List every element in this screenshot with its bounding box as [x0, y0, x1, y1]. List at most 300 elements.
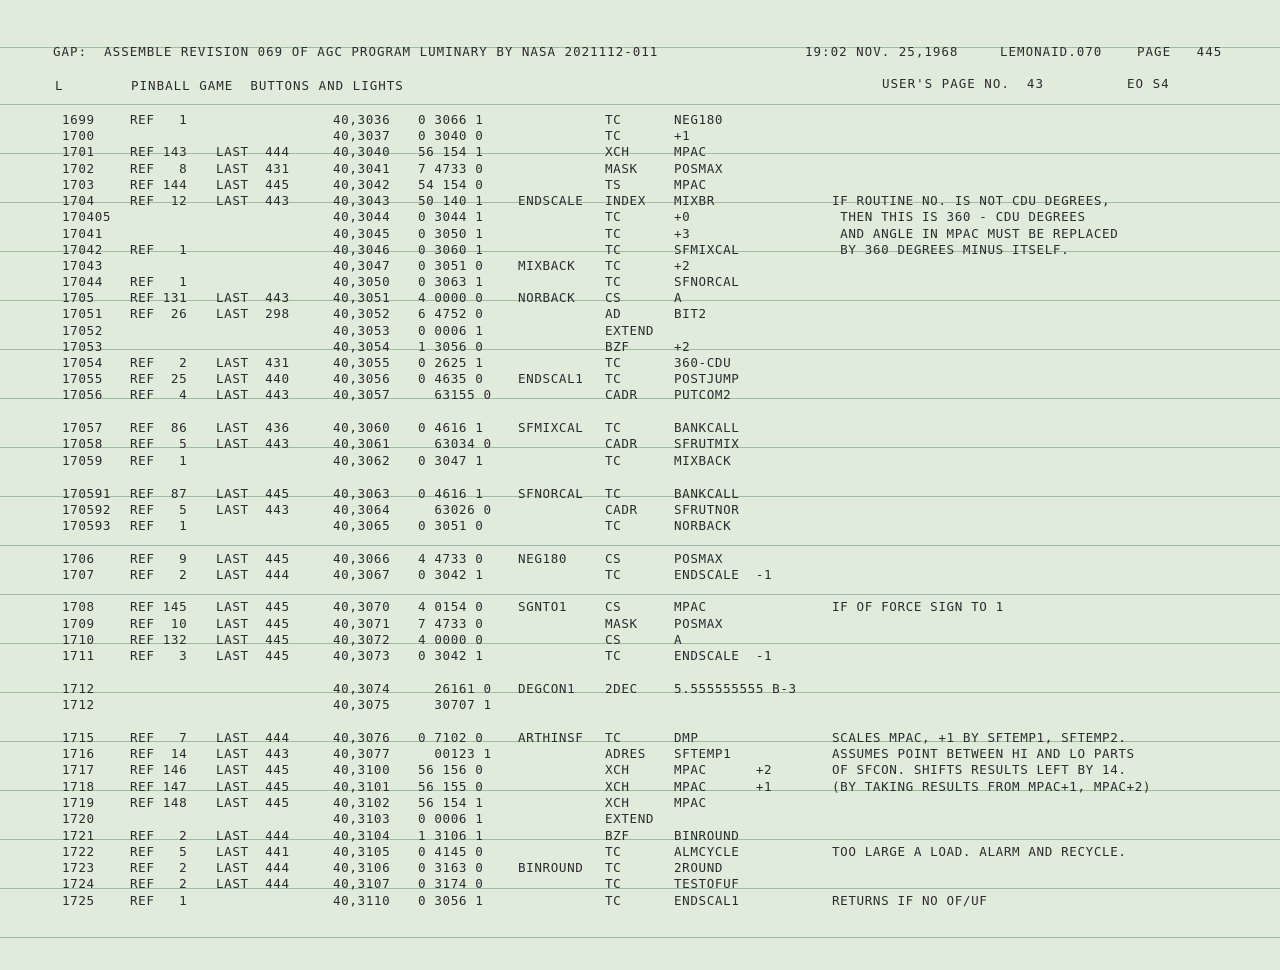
- last-ref-page: LAST 443: [216, 746, 290, 761]
- operand: SFMIXCAL: [674, 242, 740, 257]
- ref-count: REF 25: [130, 371, 188, 386]
- opcode: TC: [605, 860, 622, 875]
- octal-code: 0 3174 0: [418, 876, 484, 891]
- line-number: 1699: [62, 112, 95, 127]
- symbol-label: ENDSCAL1: [518, 371, 584, 386]
- ref-count: REF 2: [130, 567, 188, 582]
- line-number: 17054: [62, 355, 103, 370]
- listing-row: [0, 811, 1280, 827]
- operand: MPAC: [674, 795, 707, 810]
- symbol-label: SGNTO1: [518, 599, 568, 614]
- last-ref-page: LAST 444: [216, 828, 290, 843]
- last-ref-page: LAST 444: [216, 876, 290, 891]
- opcode: TC: [605, 486, 622, 501]
- octal-code: 0 3051 0: [418, 258, 484, 273]
- line-number: 1716: [62, 746, 95, 761]
- octal-code: 54 154 0: [418, 177, 484, 192]
- address: 40,3073: [333, 648, 391, 663]
- listing-row: [0, 567, 1280, 583]
- last-ref-page: LAST 445: [216, 551, 290, 566]
- octal-code: 0 4616 1: [418, 420, 484, 435]
- octal-code: 1 3106 1: [418, 828, 484, 843]
- operand: MIXBR: [674, 193, 715, 208]
- line-number: 1703: [62, 177, 95, 192]
- last-ref-page: LAST 445: [216, 762, 290, 777]
- operand: +0: [674, 209, 691, 224]
- octal-code: 0 3050 1: [418, 226, 484, 241]
- comment: SCALES MPAC, +1 BY SFTEMP1, SFTEMP2.: [832, 730, 1127, 745]
- address: 40,3077: [333, 746, 391, 761]
- ref-count: REF 144: [130, 177, 188, 192]
- opcode: TC: [605, 648, 622, 663]
- opcode: XCH: [605, 779, 630, 794]
- line-number: 170591: [62, 486, 112, 501]
- line-number: 17055: [62, 371, 103, 386]
- address: 40,3110: [333, 893, 391, 908]
- line-number: 1725: [62, 893, 95, 908]
- octal-code: 0 0006 1: [418, 323, 484, 338]
- ref-count: REF 1: [130, 112, 188, 127]
- opcode: TC: [605, 518, 622, 533]
- comment: BY 360 DEGREES MINUS ITSELF.: [832, 242, 1070, 257]
- listing-row: [0, 486, 1280, 502]
- greenbar-rule: [0, 594, 1280, 595]
- address: 40,3060: [333, 420, 391, 435]
- last-ref-page: LAST 445: [216, 648, 290, 663]
- line-number: 1702: [62, 161, 95, 176]
- octal-code: 7 4733 0: [418, 161, 484, 176]
- ref-count: REF 1: [130, 893, 188, 908]
- line-number: 1706: [62, 551, 95, 566]
- opcode: TC: [605, 876, 622, 891]
- comment: (BY TAKING RESULTS FROM MPAC+1, MPAC+2): [832, 779, 1152, 794]
- octal-code: 26161 0: [418, 681, 492, 696]
- octal-code: 0 3042 1: [418, 567, 484, 582]
- operand: ENDSCALE -1: [674, 648, 773, 663]
- comment: AND ANGLE IN MPAC MUST BE REPLACED: [832, 226, 1119, 241]
- ref-count: REF 3: [130, 648, 188, 663]
- last-ref-page: LAST 443: [216, 193, 290, 208]
- opcode: CS: [605, 599, 622, 614]
- opcode: TC: [605, 226, 622, 241]
- symbol-label: BINROUND: [518, 860, 584, 875]
- line-number: 17053: [62, 339, 103, 354]
- opcode: CADR: [605, 436, 638, 451]
- last-ref-page: LAST 298: [216, 306, 290, 321]
- ref-count: REF 5: [130, 844, 188, 859]
- octal-code: 0 3042 1: [418, 648, 484, 663]
- last-ref-page: LAST 443: [216, 502, 290, 517]
- assembly-title: GAP: ASSEMBLE REVISION 069 OF AGC PROGRAM LUMINARY BY NASA 2021112-011: [53, 44, 659, 59]
- last-ref-page: LAST 445: [216, 632, 290, 647]
- address: 40,3045: [333, 226, 391, 241]
- operand: SFTEMP1: [674, 746, 732, 761]
- last-ref-page: LAST 440: [216, 371, 290, 386]
- listing-row: [0, 144, 1280, 160]
- address: 40,3064: [333, 502, 391, 517]
- address: 40,3046: [333, 242, 391, 257]
- comment: IF OF FORCE SIGN TO 1: [832, 599, 1004, 614]
- ref-count: REF 132: [130, 632, 188, 647]
- opcode: TC: [605, 242, 622, 257]
- opcode: MASK: [605, 161, 638, 176]
- last-ref-page: LAST 441: [216, 844, 290, 859]
- address: 40,3054: [333, 339, 391, 354]
- opcode: CS: [605, 290, 622, 305]
- line-number: 1723: [62, 860, 95, 875]
- address: 40,3056: [333, 371, 391, 386]
- opcode: TC: [605, 453, 622, 468]
- operand: ENDSCAL1: [674, 893, 740, 908]
- greenbar-rule: [0, 937, 1280, 938]
- listing-row: [0, 306, 1280, 322]
- octal-code: 0 2625 1: [418, 355, 484, 370]
- address: 40,3037: [333, 128, 391, 143]
- opcode: MASK: [605, 616, 638, 631]
- opcode: TC: [605, 128, 622, 143]
- octal-code: 0 7102 0: [418, 730, 484, 745]
- last-ref-page: LAST 445: [216, 599, 290, 614]
- ref-count: REF 5: [130, 502, 188, 517]
- operand: BANKCALL: [674, 420, 740, 435]
- operand: A: [674, 290, 683, 305]
- address: 40,3050: [333, 274, 391, 289]
- comment: THEN THIS IS 360 - CDU DEGREES: [832, 209, 1086, 224]
- operand: SFNORCAL: [674, 274, 740, 289]
- address: 40,3043: [333, 193, 391, 208]
- section-title: PINBALL GAME BUTTONS AND LIGHTS: [131, 78, 404, 93]
- ref-count: REF 7: [130, 730, 188, 745]
- line-number: 1718: [62, 779, 95, 794]
- listing-row: [0, 193, 1280, 209]
- opcode: TC: [605, 730, 622, 745]
- ref-count: REF 147: [130, 779, 188, 794]
- ref-count: REF 4: [130, 387, 188, 402]
- line-number: 1709: [62, 616, 95, 631]
- address: 40,3042: [333, 177, 391, 192]
- line-number: 17042: [62, 242, 103, 257]
- address: 40,3041: [333, 161, 391, 176]
- address: 40,3101: [333, 779, 391, 794]
- listing-row: [0, 290, 1280, 306]
- line-number: 1707: [62, 567, 95, 582]
- octal-code: 4 0000 0: [418, 632, 484, 647]
- operand: 5.555555555 B-3: [674, 681, 797, 696]
- line-number: 1712: [62, 697, 95, 712]
- greenbar-rule: [0, 545, 1280, 546]
- listing-row: [0, 161, 1280, 177]
- address: 40,3065: [333, 518, 391, 533]
- address: 40,3036: [333, 112, 391, 127]
- address: 40,3040: [333, 144, 391, 159]
- log-letter: L: [55, 78, 64, 93]
- octal-code: 0 3060 1: [418, 242, 484, 257]
- last-ref-page: LAST 445: [216, 779, 290, 794]
- listing-row: [0, 209, 1280, 225]
- ref-count: REF 1: [130, 453, 188, 468]
- octal-code: 0 4635 0: [418, 371, 484, 386]
- octal-code: 0 3040 0: [418, 128, 484, 143]
- listing-row: [0, 242, 1280, 258]
- last-ref-page: LAST 444: [216, 144, 290, 159]
- line-number: 17043: [62, 258, 103, 273]
- listing-row: [0, 632, 1280, 648]
- octal-code: 00123 1: [418, 746, 492, 761]
- last-ref-page: LAST 445: [216, 177, 290, 192]
- ref-count: REF 2: [130, 876, 188, 891]
- operand: BANKCALL: [674, 486, 740, 501]
- ref-count: REF 1: [130, 242, 188, 257]
- comment: TOO LARGE A LOAD. ALARM AND RECYCLE.: [832, 844, 1127, 859]
- file-name: LEMONAID.070: [1000, 44, 1103, 59]
- last-ref-page: LAST 431: [216, 161, 290, 176]
- operand: ENDSCALE -1: [674, 567, 773, 582]
- ref-count: REF 86: [130, 420, 188, 435]
- opcode: XCH: [605, 795, 630, 810]
- operand: MIXBACK: [674, 453, 732, 468]
- operand: POSMAX: [674, 161, 724, 176]
- opcode: BZF: [605, 339, 630, 354]
- line-number: 1719: [62, 795, 95, 810]
- octal-code: 0 3044 1: [418, 209, 484, 224]
- ref-count: REF 2: [130, 828, 188, 843]
- opcode: ADRES: [605, 746, 646, 761]
- listing-row: [0, 697, 1280, 713]
- comment: OF SFCON. SHIFTS RESULTS LEFT BY 14.: [832, 762, 1127, 777]
- address: 40,3106: [333, 860, 391, 875]
- opcode: XCH: [605, 762, 630, 777]
- octal-code: 4 4733 0: [418, 551, 484, 566]
- octal-code: 0 3066 1: [418, 112, 484, 127]
- address: 40,3072: [333, 632, 391, 647]
- operand: +2: [674, 339, 691, 354]
- address: 40,3071: [333, 616, 391, 631]
- opcode: CADR: [605, 387, 638, 402]
- listing-row: [0, 387, 1280, 403]
- operand: MPAC +1: [674, 779, 773, 794]
- line-number: 17059: [62, 453, 103, 468]
- line-number: 17056: [62, 387, 103, 402]
- opcode: EXTEND: [605, 811, 655, 826]
- operand: POSMAX: [674, 551, 724, 566]
- line-number: 17041: [62, 226, 103, 241]
- opcode: TC: [605, 355, 622, 370]
- ref-count: REF 1: [130, 274, 188, 289]
- octal-code: 4 0154 0: [418, 599, 484, 614]
- symbol-label: NORBACK: [518, 290, 576, 305]
- opcode: TC: [605, 893, 622, 908]
- ref-count: REF 143: [130, 144, 188, 159]
- line-number: 1701: [62, 144, 95, 159]
- octal-code: 0 4616 1: [418, 486, 484, 501]
- line-number: 17057: [62, 420, 103, 435]
- address: 40,3047: [333, 258, 391, 273]
- address: 40,3062: [333, 453, 391, 468]
- operand: MPAC: [674, 599, 707, 614]
- opcode: TS: [605, 177, 622, 192]
- address: 40,3044: [333, 209, 391, 224]
- address: 40,3063: [333, 486, 391, 501]
- line-number: 17058: [62, 436, 103, 451]
- listing-row: [0, 502, 1280, 518]
- comment: RETURNS IF NO OF/UF: [832, 893, 988, 908]
- octal-code: 0 3051 0: [418, 518, 484, 533]
- octal-code: 56 154 1: [418, 144, 484, 159]
- operand: PUTCOM2: [674, 387, 732, 402]
- octal-code: 56 154 1: [418, 795, 484, 810]
- address: 40,3067: [333, 567, 391, 582]
- opcode: TC: [605, 420, 622, 435]
- operand: A: [674, 632, 683, 647]
- address: 40,3061: [333, 436, 391, 451]
- operand: +3: [674, 226, 691, 241]
- opcode: TC: [605, 209, 622, 224]
- address: 40,3107: [333, 876, 391, 891]
- operand: DMP: [674, 730, 699, 745]
- address: 40,3051: [333, 290, 391, 305]
- last-ref-page: LAST 445: [216, 486, 290, 501]
- symbol-label: MIXBACK: [518, 258, 576, 273]
- line-number: 1711: [62, 648, 95, 663]
- symbol-label: ENDSCALE: [518, 193, 584, 208]
- last-ref-page: LAST 443: [216, 290, 290, 305]
- operand: ALMCYCLE: [674, 844, 740, 859]
- greenbar-rule: [0, 104, 1280, 105]
- listing-row: [0, 876, 1280, 892]
- ref-count: REF 5: [130, 436, 188, 451]
- line-number: 170592: [62, 502, 112, 517]
- ref-count: REF 26: [130, 306, 188, 321]
- listing-row: [0, 112, 1280, 128]
- octal-code: 56 156 0: [418, 762, 484, 777]
- address: 40,3053: [333, 323, 391, 338]
- operand: SFRUTMIX: [674, 436, 740, 451]
- listing-row: [0, 893, 1280, 909]
- address: 40,3076: [333, 730, 391, 745]
- octal-code: 63155 0: [418, 387, 492, 402]
- line-number: 1722: [62, 844, 95, 859]
- opcode: INDEX: [605, 193, 646, 208]
- listing-row: [0, 828, 1280, 844]
- last-ref-page: LAST 445: [216, 795, 290, 810]
- opcode: TC: [605, 844, 622, 859]
- octal-code: 0 3163 0: [418, 860, 484, 875]
- listing-row: [0, 371, 1280, 387]
- ref-count: REF 14: [130, 746, 188, 761]
- listing-row: [0, 648, 1280, 664]
- address: 40,3104: [333, 828, 391, 843]
- last-ref-page: LAST 443: [216, 436, 290, 451]
- operand: TESTOFUF: [674, 876, 740, 891]
- address: 40,3105: [333, 844, 391, 859]
- operand: +2: [674, 258, 691, 273]
- octal-code: 0 3063 1: [418, 274, 484, 289]
- octal-code: 0 0006 1: [418, 811, 484, 826]
- listing-row: [0, 339, 1280, 355]
- listing-row: [0, 258, 1280, 274]
- listing-row: [0, 177, 1280, 193]
- symbol-label: SFMIXCAL: [518, 420, 584, 435]
- ref-count: REF 146: [130, 762, 188, 777]
- operand: MPAC +2: [674, 762, 773, 777]
- ref-count: REF 87: [130, 486, 188, 501]
- users-page: USER'S PAGE NO. 43: [882, 76, 1044, 91]
- address: 40,3100: [333, 762, 391, 777]
- operand: +1: [674, 128, 691, 143]
- line-number: 1724: [62, 876, 95, 891]
- operand: POSMAX: [674, 616, 724, 631]
- opcode: TC: [605, 371, 622, 386]
- octal-code: 6 4752 0: [418, 306, 484, 321]
- last-ref-page: LAST 431: [216, 355, 290, 370]
- line-number: 1708: [62, 599, 95, 614]
- last-ref-page: LAST 445: [216, 616, 290, 631]
- octal-code: 56 155 0: [418, 779, 484, 794]
- line-number: 1700: [62, 128, 95, 143]
- listing-row: [0, 762, 1280, 778]
- octal-code: 0 3056 1: [418, 893, 484, 908]
- line-number: 170593: [62, 518, 112, 533]
- line-number: 1704: [62, 193, 95, 208]
- octal-code: 0 3047 1: [418, 453, 484, 468]
- listing-row: [0, 795, 1280, 811]
- ref-count: REF 10: [130, 616, 188, 631]
- ref-count: REF 12: [130, 193, 188, 208]
- listing-row: [0, 681, 1280, 697]
- listing-row: [0, 844, 1280, 860]
- symbol-label: SFNORCAL: [518, 486, 584, 501]
- opcode: XCH: [605, 144, 630, 159]
- last-ref-page: LAST 444: [216, 730, 290, 745]
- listing-row: [0, 274, 1280, 290]
- operand: SFRUTNOR: [674, 502, 740, 517]
- ref-count: REF 2: [130, 355, 188, 370]
- octal-code: 1 3056 0: [418, 339, 484, 354]
- comment: ASSUMES POINT BETWEEN HI AND LO PARTS: [832, 746, 1135, 761]
- ref-count: REF 145: [130, 599, 188, 614]
- eo-code: EO S4: [1127, 76, 1170, 91]
- address: 40,3070: [333, 599, 391, 614]
- operand: POSTJUMP: [674, 371, 740, 386]
- opcode: EXTEND: [605, 323, 655, 338]
- ref-count: REF 9: [130, 551, 188, 566]
- listing-row: [0, 551, 1280, 567]
- timestamp: 19:02 NOV. 25,1968: [805, 44, 959, 59]
- address: 40,3055: [333, 355, 391, 370]
- listing-row: [0, 746, 1280, 762]
- last-ref-page: LAST 443: [216, 387, 290, 402]
- symbol-label: DEGCON1: [518, 681, 576, 696]
- last-ref-page: LAST 444: [216, 567, 290, 582]
- octal-code: 4 0000 0: [418, 290, 484, 305]
- operand: BINROUND: [674, 828, 740, 843]
- listing-row: [0, 599, 1280, 615]
- line-number: 17051: [62, 306, 103, 321]
- address: 40,3052: [333, 306, 391, 321]
- listing-row: [0, 323, 1280, 339]
- line-number: 1717: [62, 762, 95, 777]
- line-number: 17044: [62, 274, 103, 289]
- address: 40,3057: [333, 387, 391, 402]
- last-ref-page: LAST 444: [216, 860, 290, 875]
- ref-count: REF 8: [130, 161, 188, 176]
- address: 40,3103: [333, 811, 391, 826]
- operand: 2ROUND: [674, 860, 724, 875]
- line-number: 170405: [62, 209, 112, 224]
- listing-row: [0, 128, 1280, 144]
- octal-code: 0 4145 0: [418, 844, 484, 859]
- opcode: TC: [605, 112, 622, 127]
